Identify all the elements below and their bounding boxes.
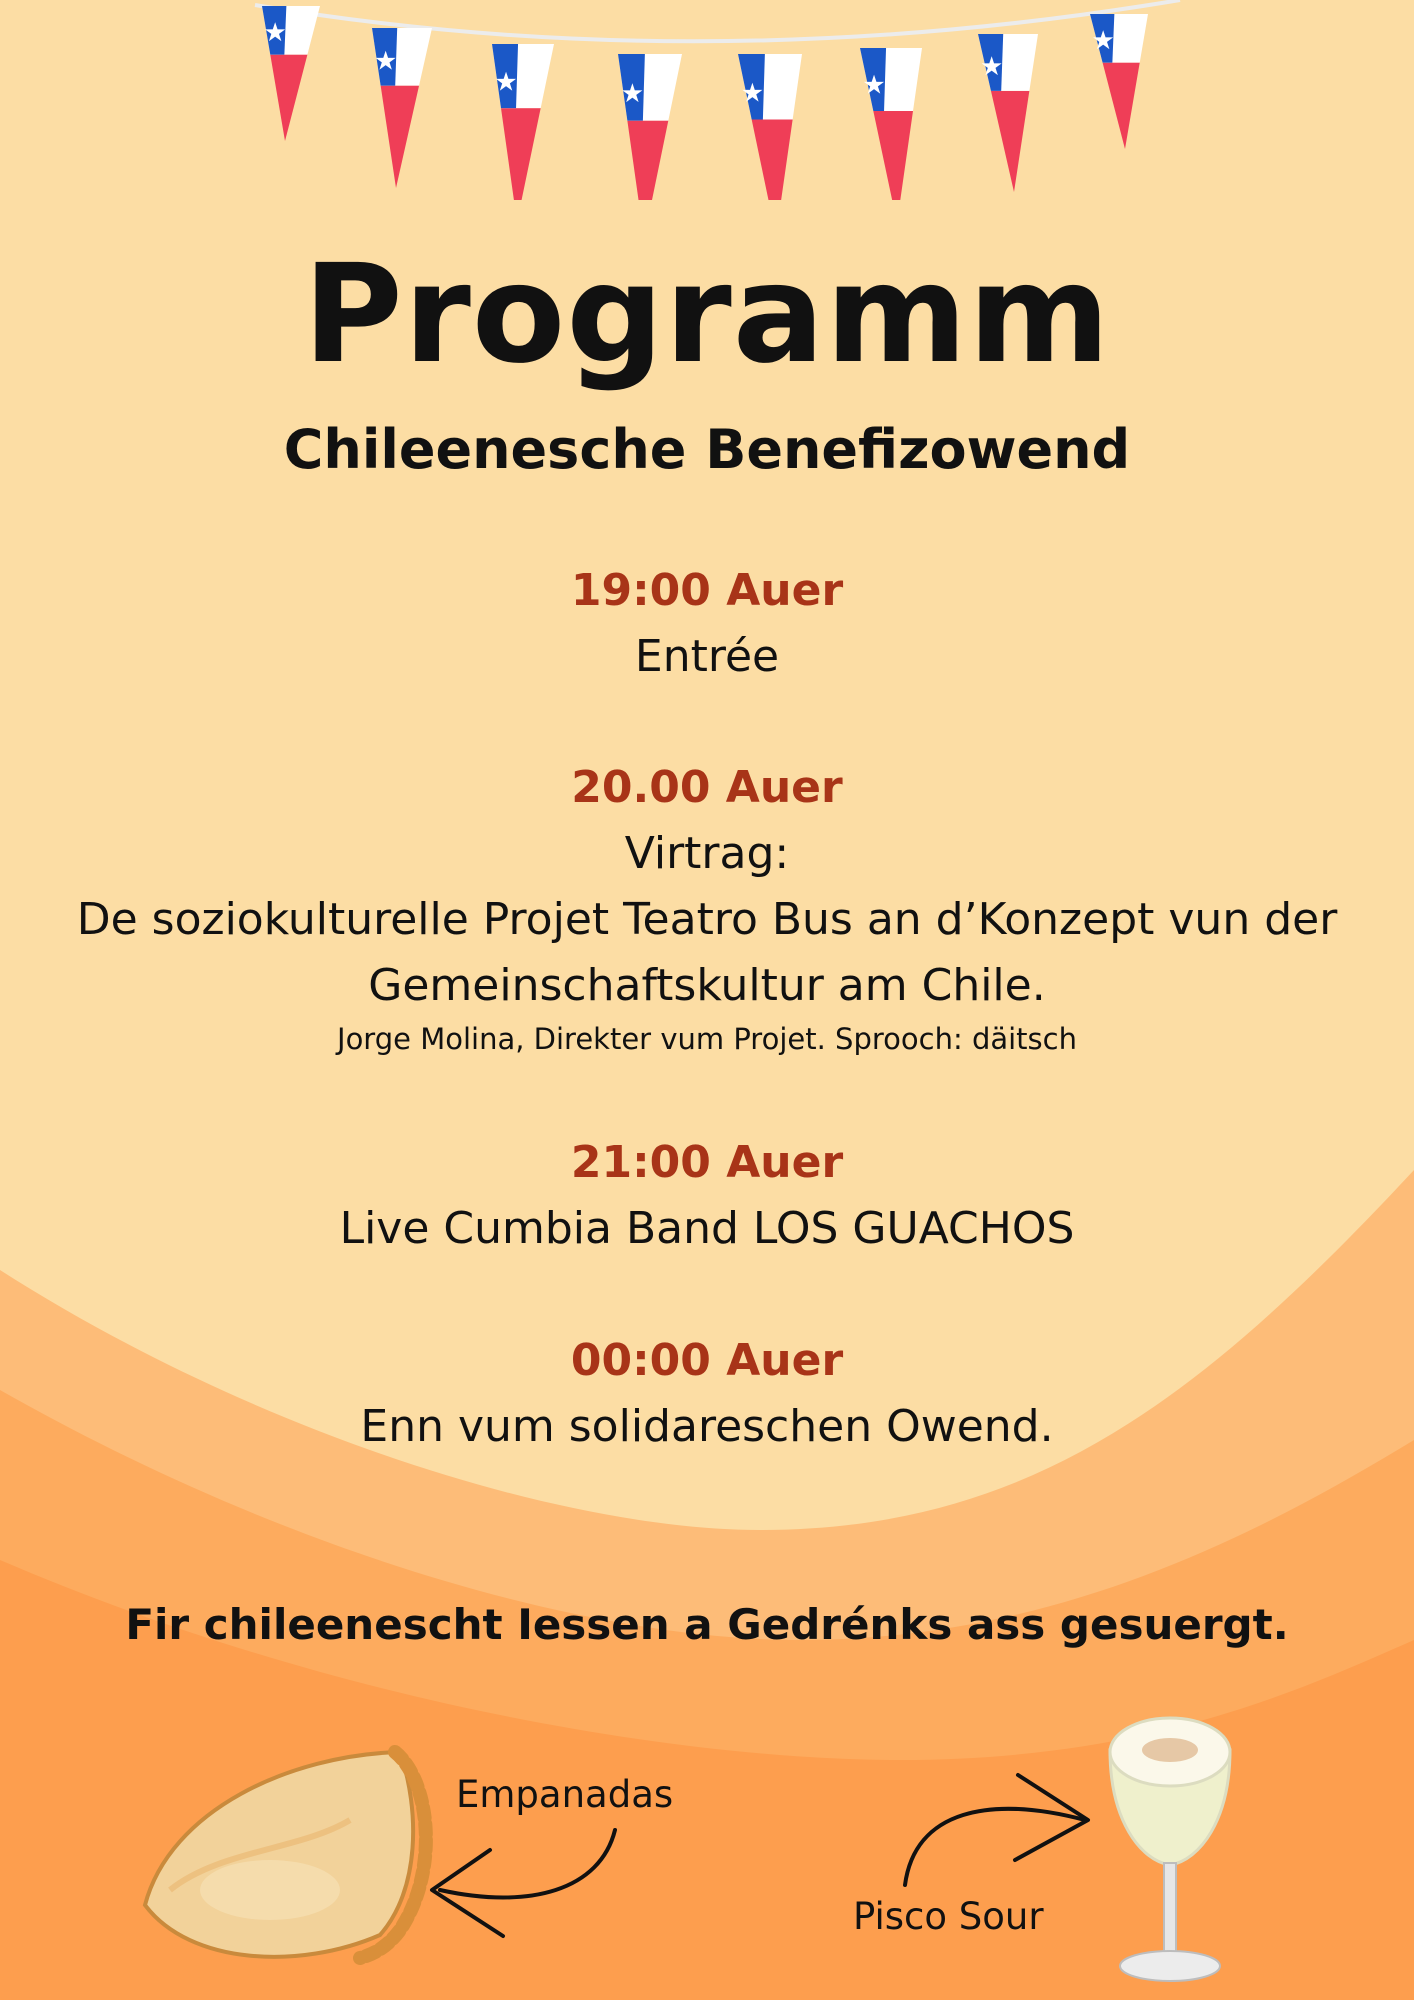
schedule-description: Virtrag: — [624, 828, 790, 879]
schedule-time: 00:00 Auer — [570, 1335, 844, 1386]
chile-flag-pennant — [1090, 14, 1148, 149]
empanada-image — [145, 1752, 426, 1958]
schedule-description: Gemeinschaftskultur am Chile. — [368, 960, 1046, 1011]
star-icon: ★ — [620, 79, 645, 110]
chile-flag-pennant — [978, 34, 1038, 192]
schedule-item — [40, 558, 1374, 690]
schedule-time: 21:00 Auer — [570, 1137, 844, 1188]
star-icon: ★ — [740, 78, 765, 109]
page-subtitle: Chileenesche Benefizowend — [283, 418, 1131, 481]
schedule-item — [40, 755, 1374, 1059]
star-icon: ★ — [263, 18, 287, 49]
star-icon: ★ — [373, 46, 398, 77]
star-icon: ★ — [979, 52, 1004, 83]
speaker-note: Jorge Molina, Direkter vum Projet. Sprooch: däitsch — [337, 1022, 1077, 1056]
schedule-description: Entrée — [634, 631, 780, 682]
curved-arrow-icon — [905, 1775, 1088, 1885]
schedule-description: Enn vum solidareschen Owend. — [360, 1401, 1054, 1452]
schedule-item — [40, 1328, 1374, 1460]
pisco-sour-glass-image — [1110, 1718, 1230, 1981]
pisco-sour-label: Pisco Sour — [853, 1895, 1044, 1938]
empanadas-label: Empanadas — [456, 1773, 674, 1816]
schedule-description: Live Cumbia Band LOS GUACHOS — [339, 1203, 1075, 1254]
food-illustrations — [0, 1700, 1414, 2000]
food-drink-note: Fir chileenescht Iessen a Gedrénks ass gesuergt. — [125, 1600, 1289, 1649]
chile-flag-pennant — [618, 54, 682, 200]
chile-flag-pennant — [738, 54, 802, 200]
curved-arrow-icon — [432, 1830, 615, 1936]
star-icon: ★ — [494, 67, 518, 98]
chile-flag-bunting — [0, 0, 1414, 200]
chile-flag-pennant — [262, 6, 320, 141]
star-icon: ★ — [1091, 26, 1115, 57]
chile-flag-pennant — [372, 28, 432, 188]
chile-flag-pennant — [860, 48, 922, 200]
page-title: Programm — [303, 236, 1111, 394]
schedule-time: 20.00 Auer — [571, 762, 843, 813]
schedule-item — [40, 1130, 1374, 1262]
chile-flag-pennant — [492, 44, 554, 200]
star-icon: ★ — [862, 70, 886, 101]
schedule-description: De soziokulturelle Projet Teatro Bus an d’Konzept vun der — [76, 894, 1338, 945]
schedule-time: 19:00 Auer — [570, 565, 844, 616]
